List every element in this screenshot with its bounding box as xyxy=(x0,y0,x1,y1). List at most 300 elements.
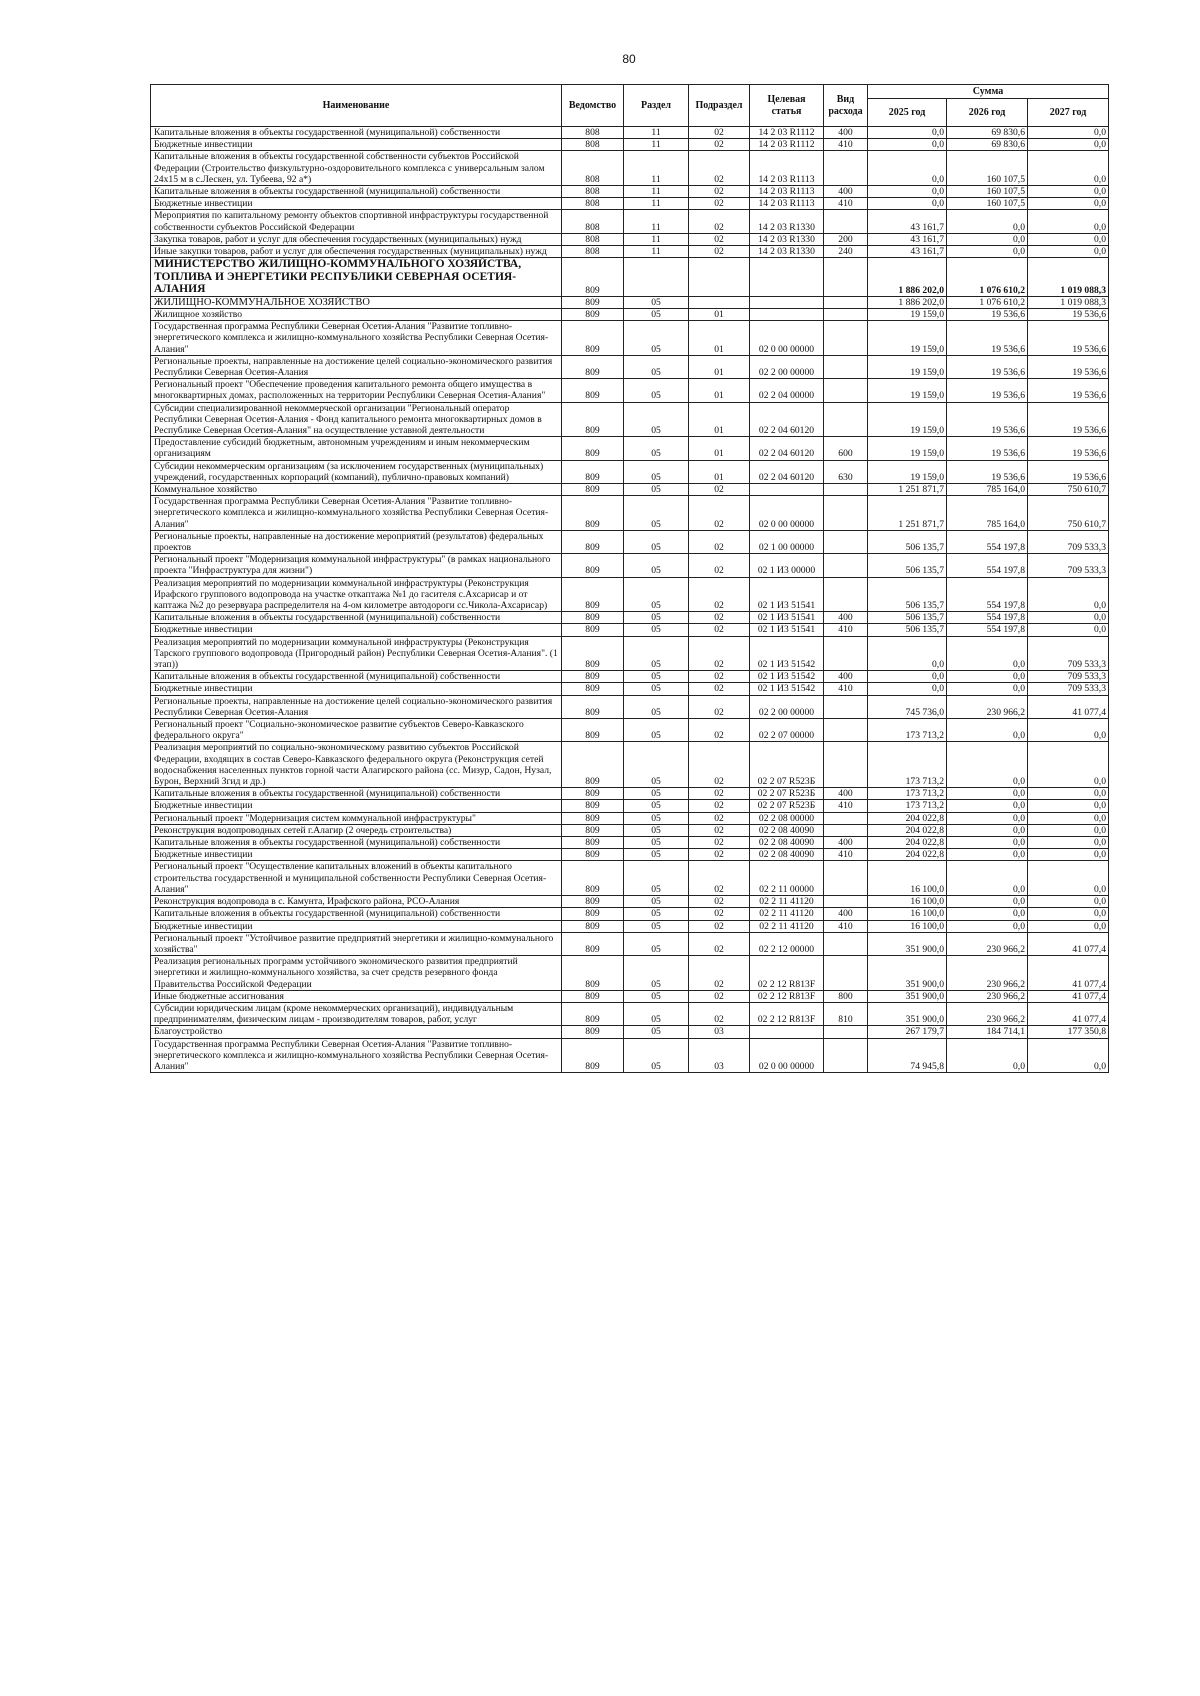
cell-vedomstvo: 809 xyxy=(562,308,624,320)
cell-2027: 177 350,8 xyxy=(1028,1026,1109,1038)
cell-vedomstvo: 809 xyxy=(562,742,624,788)
cell-celevaya-statya: 02 2 12 R813F xyxy=(750,956,824,991)
cell-name: Региональный проект "Осуществление капитальных вложений в объекты капитального строительства государственной и муниципальной собственности Республики Северная Осетия-Алания" xyxy=(151,861,562,896)
cell-razdel: 05 xyxy=(624,636,689,671)
cell-2025: 19 159,0 xyxy=(868,355,947,378)
cell-podrazdel: 02 xyxy=(689,210,750,233)
cell-celevaya-statya: 02 2 12 00000 xyxy=(750,932,824,955)
cell-podrazdel: 02 xyxy=(689,824,750,836)
page-number: 80 xyxy=(622,52,636,66)
cell-podrazdel: 02 xyxy=(689,624,750,636)
cell-2025: 19 159,0 xyxy=(868,437,947,460)
table-row xyxy=(151,246,1109,258)
cell-podrazdel: 02 xyxy=(689,577,750,612)
header-2027: 2027 год xyxy=(1028,99,1109,127)
cell-2025: 16 100,0 xyxy=(868,920,947,932)
cell-podrazdel: 01 xyxy=(689,402,750,437)
cell-2027: 19 536,6 xyxy=(1028,437,1109,460)
cell-2025: 351 900,0 xyxy=(868,990,947,1002)
cell-vid-raskhoda: 410 xyxy=(824,800,868,812)
cell-vid-raskhoda xyxy=(824,355,868,378)
cell-celevaya-statya: 14 2 03 R1112 xyxy=(750,127,824,139)
cell-celevaya-statya: 02 0 00 00000 xyxy=(750,1038,824,1073)
cell-celevaya-statya: 02 2 11 41120 xyxy=(750,896,824,908)
table-row xyxy=(151,800,1109,812)
cell-razdel: 05 xyxy=(624,1002,689,1025)
cell-podrazdel: 02 xyxy=(689,496,750,531)
cell-celevaya-statya: 02 1 И3 00000 xyxy=(750,554,824,577)
cell-vedomstvo: 809 xyxy=(562,496,624,531)
cell-name: Бюджетные инвестиции xyxy=(151,624,562,636)
cell-name: Региональные проекты, направленные на достижение целей социально-экономического развития Республики Северная Осетия-Алания xyxy=(151,355,562,378)
cell-vid-raskhoda xyxy=(824,932,868,955)
cell-vedomstvo: 809 xyxy=(562,355,624,378)
table-row xyxy=(151,849,1109,861)
cell-name: Капитальные вложения в объекты государственной (муниципальной) собственности xyxy=(151,671,562,683)
cell-vedomstvo: 808 xyxy=(562,246,624,258)
cell-celevaya-statya xyxy=(750,308,824,320)
cell-celevaya-statya: 02 2 08 40090 xyxy=(750,849,824,861)
cell-celevaya-statya: 02 2 04 60120 xyxy=(750,402,824,437)
cell-razdel: 05 xyxy=(624,719,689,742)
cell-2027: 0,0 xyxy=(1028,139,1109,151)
table-row xyxy=(151,861,1109,896)
cell-razdel: 11 xyxy=(624,186,689,198)
cell-podrazdel: 01 xyxy=(689,308,750,320)
cell-2026: 1 076 610,2 xyxy=(947,258,1028,297)
table-row xyxy=(151,296,1109,308)
table-row xyxy=(151,308,1109,320)
cell-2027: 41 077,4 xyxy=(1028,932,1109,955)
cell-name: Региональный проект "Обеспечение проведения капитального ремонта общего имущества в многоквартирных домах, расположенных на территории Республики Северная Осетия-Алания" xyxy=(151,379,562,402)
cell-podrazdel: 01 xyxy=(689,460,750,483)
cell-name: Реализация мероприятий по модернизации коммунальной инфраструктуры (Реконструкция Ирафского группового водопровода на участке откаптажа №1 до гасителя с.Ахсарисар и от каптажа №2 до резервуара распределителя на 4-ом километре автодороги сс.Чикола-Ахсарисар) xyxy=(151,577,562,612)
table-row xyxy=(151,920,1109,932)
cell-2026: 230 966,2 xyxy=(947,990,1028,1002)
cell-vedomstvo: 809 xyxy=(562,800,624,812)
table-row xyxy=(151,139,1109,151)
cell-2026: 184 714,1 xyxy=(947,1026,1028,1038)
cell-vid-raskhoda xyxy=(824,636,868,671)
cell-podrazdel: 02 xyxy=(689,695,750,718)
cell-razdel: 05 xyxy=(624,437,689,460)
cell-razdel: 11 xyxy=(624,233,689,245)
cell-2025: 173 713,2 xyxy=(868,742,947,788)
cell-celevaya-statya: 14 2 03 R1113 xyxy=(750,151,824,186)
cell-2025: 19 159,0 xyxy=(868,321,947,356)
cell-razdel: 05 xyxy=(624,812,689,824)
cell-vid-raskhoda: 240 xyxy=(824,246,868,258)
cell-vedomstvo: 809 xyxy=(562,612,624,624)
cell-2027: 0,0 xyxy=(1028,612,1109,624)
cell-razdel xyxy=(624,258,689,297)
cell-vid-raskhoda xyxy=(824,824,868,836)
cell-2027: 0,0 xyxy=(1028,577,1109,612)
cell-2026: 230 966,2 xyxy=(947,956,1028,991)
header-podrazdel: Подраздел xyxy=(689,85,750,127)
cell-vedomstvo: 809 xyxy=(562,636,624,671)
cell-2026: 0,0 xyxy=(947,788,1028,800)
cell-vid-raskhoda: 800 xyxy=(824,990,868,1002)
cell-celevaya-statya: 02 2 11 00000 xyxy=(750,861,824,896)
cell-2026: 0,0 xyxy=(947,742,1028,788)
cell-2025: 506 135,7 xyxy=(868,577,947,612)
cell-2027: 19 536,6 xyxy=(1028,355,1109,378)
cell-vedomstvo: 809 xyxy=(562,402,624,437)
cell-name: Бюджетные инвестиции xyxy=(151,800,562,812)
cell-vedomstvo: 809 xyxy=(562,990,624,1002)
cell-2027: 709 533,3 xyxy=(1028,530,1109,553)
cell-name: Капитальные вложения в объекты государственной (муниципальной) собственности xyxy=(151,612,562,624)
cell-razdel: 05 xyxy=(624,956,689,991)
cell-2025: 0,0 xyxy=(868,139,947,151)
cell-2026: 0,0 xyxy=(947,246,1028,258)
cell-vedomstvo: 809 xyxy=(562,837,624,849)
table-row xyxy=(151,402,1109,437)
cell-2026: 0,0 xyxy=(947,896,1028,908)
cell-podrazdel: 02 xyxy=(689,151,750,186)
table-row xyxy=(151,908,1109,920)
cell-celevaya-statya: 02 1 И3 51542 xyxy=(750,683,824,695)
cell-celevaya-statya xyxy=(750,258,824,297)
cell-celevaya-statya: 02 1 И3 51541 xyxy=(750,577,824,612)
cell-vid-raskhoda xyxy=(824,861,868,896)
cell-razdel: 05 xyxy=(624,920,689,932)
cell-name: Иные бюджетные ассигнования xyxy=(151,990,562,1002)
cell-vid-raskhoda: 400 xyxy=(824,127,868,139)
cell-name: Капитальные вложения в объекты государственной (муниципальной) собственности xyxy=(151,127,562,139)
table-row xyxy=(151,321,1109,356)
cell-2025: 16 100,0 xyxy=(868,896,947,908)
cell-celevaya-statya: 02 2 07 00000 xyxy=(750,719,824,742)
cell-name: Субсидии специализированной некоммерческой организации "Региональный оператор Республики Северная Осетия-Алания - Фонд капитального ремонта многоквартирных домов в Республике Северная Осетия-Алания" на осуществление уставной деятельности xyxy=(151,402,562,437)
cell-name: Региональные проекты, направленные на достижение целей социально-экономического развития Республики Северная Осетия-Алания xyxy=(151,695,562,718)
cell-celevaya-statya: 14 2 03 R1112 xyxy=(750,139,824,151)
cell-razdel: 11 xyxy=(624,246,689,258)
cell-vid-raskhoda xyxy=(824,496,868,531)
cell-2025: 0,0 xyxy=(868,186,947,198)
cell-2027: 0,0 xyxy=(1028,800,1109,812)
cell-vedomstvo: 808 xyxy=(562,151,624,186)
cell-vedomstvo: 809 xyxy=(562,258,624,297)
cell-2027: 41 077,4 xyxy=(1028,990,1109,1002)
cell-2025: 43 161,7 xyxy=(868,233,947,245)
cell-podrazdel: 01 xyxy=(689,355,750,378)
cell-razdel: 05 xyxy=(624,612,689,624)
cell-razdel: 11 xyxy=(624,151,689,186)
cell-2026: 230 966,2 xyxy=(947,932,1028,955)
cell-razdel: 05 xyxy=(624,849,689,861)
cell-vedomstvo: 809 xyxy=(562,1002,624,1025)
cell-2025: 506 135,7 xyxy=(868,612,947,624)
cell-razdel: 05 xyxy=(624,932,689,955)
cell-2026: 554 197,8 xyxy=(947,612,1028,624)
cell-vid-raskhoda: 410 xyxy=(824,683,868,695)
cell-2027: 0,0 xyxy=(1028,127,1109,139)
cell-vid-raskhoda: 810 xyxy=(824,1002,868,1025)
cell-celevaya-statya: 02 2 08 40090 xyxy=(750,837,824,849)
cell-2025: 1 886 202,0 xyxy=(868,296,947,308)
cell-name: Реализация мероприятий по модернизации коммунальной инфраструктуры (Реконструкция Тарского группового водопровода (Пригородный район) Республики Северная Осетия-Алания". (1 этап)) xyxy=(151,636,562,671)
cell-podrazdel: 02 xyxy=(689,683,750,695)
cell-vid-raskhoda xyxy=(824,896,868,908)
cell-celevaya-statya: 02 2 00 00000 xyxy=(750,355,824,378)
cell-2027: 750 610,7 xyxy=(1028,496,1109,531)
cell-vid-raskhoda: 410 xyxy=(824,139,868,151)
cell-razdel: 05 xyxy=(624,671,689,683)
cell-name: Бюджетные инвестиции xyxy=(151,198,562,210)
cell-name: Предоставление субсидий бюджетным, автономным учреждениям и иным некоммерческим организациям xyxy=(151,437,562,460)
cell-podrazdel: 02 xyxy=(689,636,750,671)
cell-name: Капитальные вложения в объекты государственной (муниципальной) собственности xyxy=(151,908,562,920)
cell-2027: 0,0 xyxy=(1028,210,1109,233)
cell-vid-raskhoda: 410 xyxy=(824,198,868,210)
cell-2025: 204 022,8 xyxy=(868,837,947,849)
table-row xyxy=(151,483,1109,495)
cell-celevaya-statya: 02 1 И3 51542 xyxy=(750,671,824,683)
cell-2025: 43 161,7 xyxy=(868,246,947,258)
cell-razdel: 05 xyxy=(624,896,689,908)
cell-razdel: 05 xyxy=(624,837,689,849)
cell-2025: 74 945,8 xyxy=(868,1038,947,1073)
cell-2027: 709 533,3 xyxy=(1028,636,1109,671)
cell-2026: 0,0 xyxy=(947,908,1028,920)
budget-table xyxy=(150,84,1109,1073)
cell-vid-raskhoda: 630 xyxy=(824,460,868,483)
cell-celevaya-statya: 02 1 И3 51542 xyxy=(750,636,824,671)
cell-razdel: 05 xyxy=(624,788,689,800)
cell-2026: 19 536,6 xyxy=(947,321,1028,356)
cell-name: Бюджетные инвестиции xyxy=(151,139,562,151)
cell-2025: 0,0 xyxy=(868,198,947,210)
table-row xyxy=(151,437,1109,460)
cell-2027: 19 536,6 xyxy=(1028,308,1109,320)
header-celevaya-statya: Целевая статья xyxy=(750,85,824,127)
cell-2027: 19 536,6 xyxy=(1028,402,1109,437)
cell-celevaya-statya: 02 2 12 R813F xyxy=(750,1002,824,1025)
cell-2027: 0,0 xyxy=(1028,837,1109,849)
table-row xyxy=(151,379,1109,402)
cell-2026: 19 536,6 xyxy=(947,355,1028,378)
cell-podrazdel: 02 xyxy=(689,671,750,683)
table-row xyxy=(151,186,1109,198)
cell-2027: 0,0 xyxy=(1028,624,1109,636)
cell-razdel: 05 xyxy=(624,460,689,483)
cell-2027: 0,0 xyxy=(1028,151,1109,186)
cell-2026: 0,0 xyxy=(947,837,1028,849)
cell-podrazdel: 02 xyxy=(689,896,750,908)
cell-vid-raskhoda xyxy=(824,530,868,553)
cell-name: Государственная программа Республики Северная Осетия-Алания "Развитие топливно-энергетического комплекса и жилищно-коммунального хозяйства Республики Северная Осетия-Алания" xyxy=(151,496,562,531)
cell-name: Благоустройство xyxy=(151,1026,562,1038)
cell-vid-raskhoda xyxy=(824,577,868,612)
cell-name: Государственная программа Республики Северная Осетия-Алания "Развитие топливно-энергетического комплекса и жилищно-коммунального хозяйства Республики Северная Осетия-Алания" xyxy=(151,1038,562,1073)
cell-2025: 204 022,8 xyxy=(868,849,947,861)
cell-2027: 750 610,7 xyxy=(1028,483,1109,495)
cell-vedomstvo: 809 xyxy=(562,861,624,896)
cell-2025: 1 251 871,7 xyxy=(868,496,947,531)
cell-2026: 554 197,8 xyxy=(947,577,1028,612)
cell-celevaya-statya: 14 2 03 R1330 xyxy=(750,233,824,245)
cell-vid-raskhoda: 400 xyxy=(824,788,868,800)
cell-2025: 19 159,0 xyxy=(868,308,947,320)
cell-razdel: 05 xyxy=(624,683,689,695)
cell-2027: 0,0 xyxy=(1028,742,1109,788)
cell-name: Региональный проект "Социально-экономическое развитие субъектов Северо-Кавказского федерального округа" xyxy=(151,719,562,742)
table-row xyxy=(151,151,1109,186)
cell-vid-raskhoda: 400 xyxy=(824,671,868,683)
cell-vedomstvo: 809 xyxy=(562,920,624,932)
cell-2025: 506 135,7 xyxy=(868,624,947,636)
cell-name: Региональные проекты, направленные на достижение мероприятий (результатов) федеральных проектов xyxy=(151,530,562,553)
cell-2026: 160 107,5 xyxy=(947,151,1028,186)
cell-razdel: 05 xyxy=(624,379,689,402)
cell-2026: 19 536,6 xyxy=(947,379,1028,402)
cell-vid-raskhoda: 410 xyxy=(824,920,868,932)
cell-celevaya-statya: 14 2 03 R1330 xyxy=(750,210,824,233)
cell-podrazdel: 02 xyxy=(689,198,750,210)
cell-vedomstvo: 809 xyxy=(562,896,624,908)
cell-celevaya-statya xyxy=(750,296,824,308)
cell-podrazdel: 02 xyxy=(689,483,750,495)
cell-name: Реконструкция водопровода в с. Камунта, Ирафского района, РСО-Алания xyxy=(151,896,562,908)
cell-vedomstvo: 809 xyxy=(562,321,624,356)
cell-2027: 0,0 xyxy=(1028,849,1109,861)
table-row xyxy=(151,612,1109,624)
cell-vedomstvo: 809 xyxy=(562,932,624,955)
cell-podrazdel: 02 xyxy=(689,246,750,258)
cell-vid-raskhoda xyxy=(824,379,868,402)
cell-vedomstvo: 809 xyxy=(562,956,624,991)
cell-celevaya-statya: 02 2 11 41120 xyxy=(750,920,824,932)
cell-podrazdel: 02 xyxy=(689,554,750,577)
cell-2027: 709 533,3 xyxy=(1028,683,1109,695)
cell-razdel: 05 xyxy=(624,530,689,553)
cell-razdel: 05 xyxy=(624,1038,689,1073)
table-row xyxy=(151,896,1109,908)
cell-razdel: 05 xyxy=(624,483,689,495)
table-row xyxy=(151,990,1109,1002)
cell-2027: 0,0 xyxy=(1028,719,1109,742)
cell-podrazdel: 03 xyxy=(689,1038,750,1073)
cell-vedomstvo: 809 xyxy=(562,788,624,800)
cell-vid-raskhoda: 400 xyxy=(824,837,868,849)
cell-podrazdel: 02 xyxy=(689,1002,750,1025)
cell-razdel: 05 xyxy=(624,554,689,577)
cell-2027: 0,0 xyxy=(1028,812,1109,824)
cell-podrazdel: 02 xyxy=(689,139,750,151)
table-row xyxy=(151,695,1109,718)
cell-name: Субсидии юридическим лицам (кроме некоммерческих организаций), индивидуальным предпринимателям, физическим лицам - производителям товаров, работ, услуг xyxy=(151,1002,562,1025)
table-row xyxy=(151,742,1109,788)
cell-vid-raskhoda xyxy=(824,1038,868,1073)
table-row xyxy=(151,683,1109,695)
cell-vid-raskhoda xyxy=(824,1026,868,1038)
budget-table-container xyxy=(150,84,1108,1073)
cell-vedomstvo: 808 xyxy=(562,127,624,139)
cell-2026: 0,0 xyxy=(947,800,1028,812)
cell-celevaya-statya: 02 1 00 00000 xyxy=(750,530,824,553)
cell-razdel: 05 xyxy=(624,1026,689,1038)
header-razdel: Раздел xyxy=(624,85,689,127)
header-vid-raskhoda: Вид расхода xyxy=(824,85,868,127)
cell-vedomstvo: 808 xyxy=(562,233,624,245)
cell-podrazdel: 02 xyxy=(689,932,750,955)
cell-2026: 1 076 610,2 xyxy=(947,296,1028,308)
cell-2027: 0,0 xyxy=(1028,788,1109,800)
cell-podrazdel: 02 xyxy=(689,990,750,1002)
cell-razdel: 11 xyxy=(624,139,689,151)
cell-name: Закупка товаров, работ и услуг для обеспечения государственных (муниципальных) нужд xyxy=(151,233,562,245)
cell-razdel: 05 xyxy=(624,990,689,1002)
cell-2026: 0,0 xyxy=(947,812,1028,824)
cell-celevaya-statya: 14 2 03 R1113 xyxy=(750,198,824,210)
cell-razdel: 05 xyxy=(624,321,689,356)
cell-2025: 506 135,7 xyxy=(868,554,947,577)
cell-2027: 0,0 xyxy=(1028,920,1109,932)
cell-razdel: 05 xyxy=(624,624,689,636)
cell-celevaya-statya xyxy=(750,1026,824,1038)
cell-2025: 0,0 xyxy=(868,127,947,139)
table-row xyxy=(151,127,1109,139)
cell-name: Капитальные вложения в объекты государственной собственности субъектов Российской Федерации (Строительство физкультурно-оздоровительного комплекса с универсальным залом 24х15 м в с.Лескен, ул. Тубеева, 92 а*) xyxy=(151,151,562,186)
table-row xyxy=(151,355,1109,378)
cell-vid-raskhoda xyxy=(824,956,868,991)
cell-2027: 19 536,6 xyxy=(1028,321,1109,356)
cell-2027: 0,0 xyxy=(1028,908,1109,920)
cell-podrazdel: 01 xyxy=(689,321,750,356)
cell-razdel: 05 xyxy=(624,577,689,612)
cell-2027: 0,0 xyxy=(1028,896,1109,908)
table-body xyxy=(151,127,1109,1073)
cell-podrazdel: 02 xyxy=(689,812,750,824)
cell-2026: 69 830,6 xyxy=(947,127,1028,139)
cell-celevaya-statya: 02 2 04 60120 xyxy=(750,460,824,483)
cell-2025: 267 179,7 xyxy=(868,1026,947,1038)
header-summa: Сумма xyxy=(868,85,1109,99)
cell-name: Капитальные вложения в объекты государственной (муниципальной) собственности xyxy=(151,837,562,849)
cell-podrazdel: 02 xyxy=(689,908,750,920)
table-row xyxy=(151,1002,1109,1025)
cell-2025: 173 713,2 xyxy=(868,788,947,800)
cell-2026: 160 107,5 xyxy=(947,186,1028,198)
cell-name: Реализация мероприятий по социально-экономическому развитию субъектов Российской Федерации, входящих в состав Северо-Кавказского федерального округа (Реконструкция сетей водоснабжения населенных пунктов горной части Алагирского района (сс. Мизур, Садон, Нузал, Бурон, Верхний Згид и др.) xyxy=(151,742,562,788)
cell-2026: 0,0 xyxy=(947,861,1028,896)
cell-2027: 709 533,3 xyxy=(1028,671,1109,683)
table-row xyxy=(151,636,1109,671)
cell-vedomstvo: 809 xyxy=(562,483,624,495)
cell-name: Реализация региональных программ устойчивого экономического развития предприятий энергетики и жилищно-коммунального хозяйства, за счет средств резервного фонда Правительства Российской Федерации xyxy=(151,956,562,991)
cell-vid-raskhoda: 410 xyxy=(824,624,868,636)
cell-name: ЖИЛИЩНО-КОММУНАЛЬНОЕ ХОЗЯЙСТВО xyxy=(151,296,562,308)
cell-vid-raskhoda: 400 xyxy=(824,612,868,624)
cell-razdel: 05 xyxy=(624,355,689,378)
cell-name: Капитальные вложения в объекты государственной (муниципальной) собственности xyxy=(151,186,562,198)
cell-2026: 785 164,0 xyxy=(947,483,1028,495)
table-row xyxy=(151,530,1109,553)
cell-celevaya-statya: 02 0 00 00000 xyxy=(750,321,824,356)
cell-podrazdel: 02 xyxy=(689,800,750,812)
cell-vid-raskhoda: 400 xyxy=(824,908,868,920)
cell-celevaya-statya: 02 2 07 R523Б xyxy=(750,788,824,800)
cell-2027: 1 019 088,3 xyxy=(1028,296,1109,308)
cell-name: Реконструкция водопроводных сетей г.Алагир (2 очередь строительства) xyxy=(151,824,562,836)
cell-2027: 19 536,6 xyxy=(1028,460,1109,483)
cell-vedomstvo: 808 xyxy=(562,139,624,151)
header-2025: 2025 год xyxy=(868,99,947,127)
table-row xyxy=(151,824,1109,836)
cell-vedomstvo: 809 xyxy=(562,908,624,920)
